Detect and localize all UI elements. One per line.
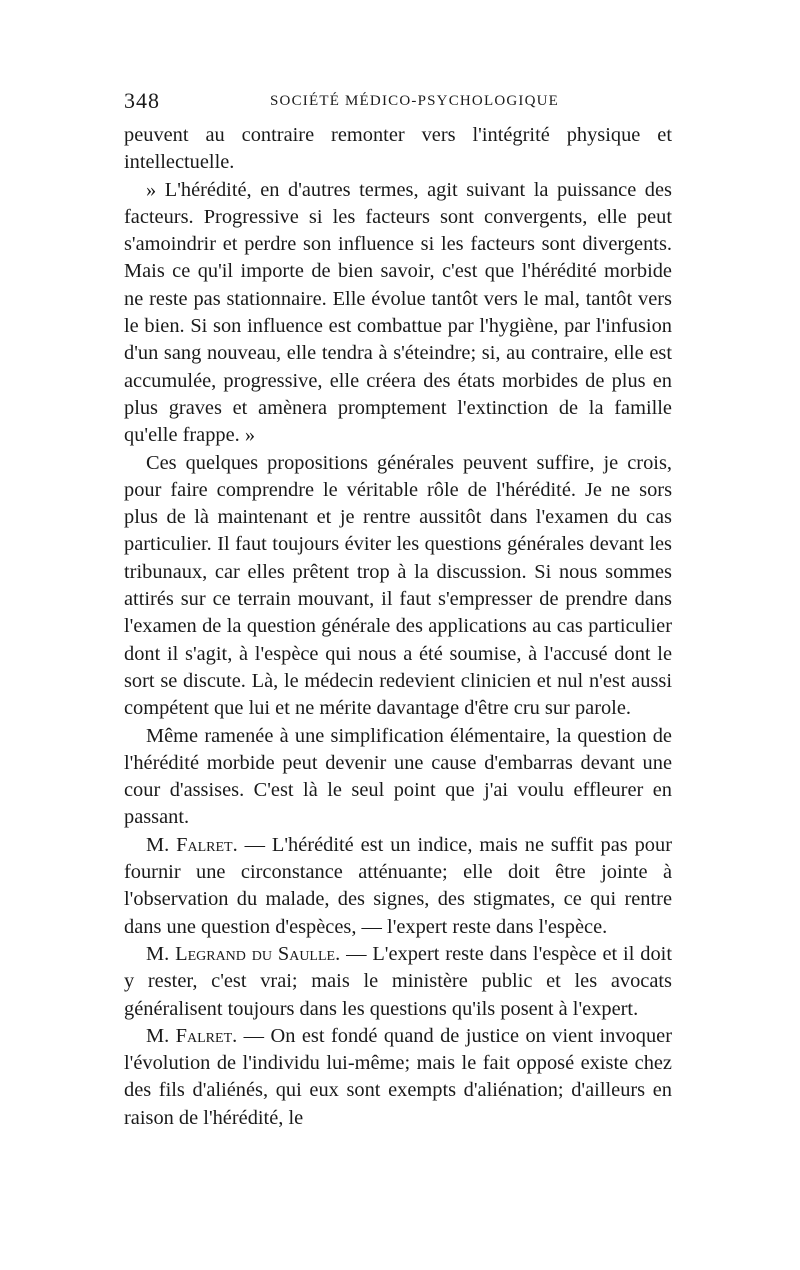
speaker-name: M. Falret. bbox=[146, 833, 238, 856]
dialogue-paragraph bbox=[124, 1023, 672, 1132]
paragraph-quote: » L'hérédité, en d'autres termes, agit suivant la puissance des facteurs. Progressive si les facteurs sont convergents, elle peut s'amoindrir et perdre son influence si les facteurs sont divergents. Mais ce qu'il importe de bien savoir, c'est que l'hérédité morbide ne reste pas stationnaire. Elle évolue tantôt vers le mal, tantôt vers le bien. Si son influence est combattue par l'hygiène, par l'infusion d'un sang nouveau, elle tendra à s'éteindre; si, au contraire, elle est accumulée, progressive, elle créera des états morbides de plus en plus graves et amènera promptement l'extinction de la famille qu'elle frappe. » bbox=[124, 178, 672, 447]
dialogue-paragraph bbox=[124, 941, 672, 1023]
paragraph: Même ramenée à une simplification élémentaire, la question de l'hérédité morbide peut devenir une cause d'embarras devant une cour d'assises. C'est là le seul point que j'ai voulu effleurer en passant. bbox=[124, 724, 672, 829]
paragraph: Ces quelques propositions générales peuvent suffire, je crois, pour faire comprendre le véritable rôle de l'hérédité. Je ne sors plus de là maintenant et je rentre aussitôt dans l'examen du cas particulier. Il faut toujours éviter les questions générales devant les tribunaux, car elles prêtent trop à la discussion. Si nous sommes attirés sur ce terrain mouvant, il faut s'empresser de prendre dans l'examen de la question générale des applications au cas particulier dont il s'agit, à l'espèce qui nous a été soumise, à l'accusé dont le sort se discute. Là, le médecin redevient clinicien et nul n'est aussi compétent que lui et ne mérite davantage d'être cru sur parole. bbox=[124, 451, 672, 720]
dialogue-text: — L'hérédité est un indice, mais ne suffit pas pour fournir une circonstance atténuante; elle doit être jointe à l'observation du malade, des signes, des stigmates, ce qui rentre dans une question d'espèces, — l'expert reste dans l'espèce. bbox=[124, 833, 672, 938]
body-text bbox=[124, 122, 672, 1132]
speaker-name: M. Legrand du Saulle. bbox=[146, 942, 341, 965]
running-title: SOCIÉTÉ MÉDICO-PSYCHOLOGIQUE bbox=[270, 93, 560, 109]
book-page bbox=[124, 88, 672, 1132]
speaker-name: M. Falret. bbox=[146, 1024, 238, 1047]
dialogue-text: — L'expert reste dans l'espèce et il doit y rester, c'est vrai; mais le ministère public et les avocats généralisent toujours dans les questions qu'ils posent à l'expert. bbox=[124, 942, 672, 1020]
dialogue-paragraph bbox=[124, 832, 672, 941]
page-number: 348 bbox=[124, 88, 160, 113]
paragraph-continuation: peuvent au contraire remonter vers l'intégrité physique et intellectuelle. bbox=[124, 124, 672, 174]
dialogue-text: — On est fondé quand de justice on vient invoquer l'évolution de l'individu lui-même; mais le fait opposé existe chez des fils d'aliénés, qui eux sont exempts d'aliénation; d'ailleurs en raison de l'hérédité, le bbox=[124, 1024, 672, 1129]
running-head bbox=[124, 88, 672, 122]
